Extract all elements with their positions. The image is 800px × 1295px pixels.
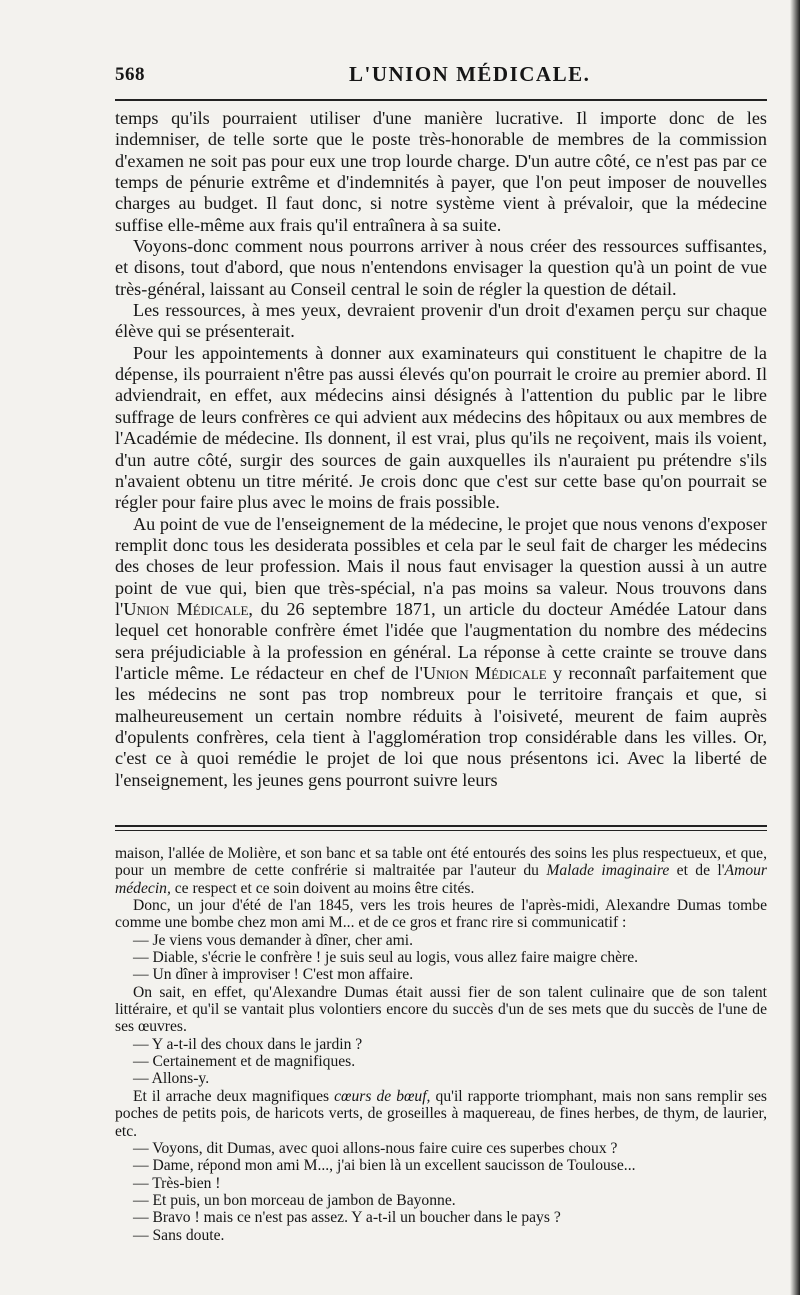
dialogue-line: — Un dîner à improviser ! C'est mon affaire. [133,966,414,984]
feuilleton-paragraph: Donc, un jour d'été de l'an 1845, vers les trois heures de l'après-midi, Alexandre Dumas tombe comme une bombe chez mon ami M... et de ce gros et franc rire si communicatif : [115,897,767,932]
feuilleton-paragraph: On sait, en effet, qu'Alexandre Dumas était aussi fier de son talent culinaire que de son talent littéraire, et qu'il se vantait plus volontiers encore du succès d'un de ses mets que du succès de l'une de ses œuvres. [115,983,767,1036]
text-run: et de l' [669,862,725,880]
feuilleton [115,845,767,1244]
dialogue-line: — Voyons, dit Dumas, avec quoi allons-nous faire cuire ces superbes choux ? [133,1139,618,1157]
paragraph: temps qu'ils pourraient utiliser d'une manière lucrative. Il importe donc de les indemniser, de telle sorte que le poste très-honorable de membres de la commission d'examen ne soit pas pour eux une trop lourde charge. D'un autre côté, ce n'est pas par ce temps de pénurie extrême et d'indemnités à payer, que l'on peut imposer de nouvelles charges au budget. Il faut donc, si notre système vient à prévaloir, que la médecine suffise elle-même aux frais qu'il entraînera à sa suite. [115,108,767,235]
dialogue-line: — Je viens vous demander à dîner, cher ami. [133,931,413,949]
book-gutter-shadow [790,0,800,1295]
dialogue-line: — Et puis, un bon morceau de jambon de Bayonne. [133,1191,456,1209]
dialogue-line: — Très-bien ! [133,1174,221,1192]
main-article [115,108,767,791]
dialogue-line: — Dame, répond mon ami M..., j'ai bien là un excellent saucisson de Toulouse... [133,1157,636,1175]
text-run: Et il arrache deux magnifiques [133,1087,335,1105]
dialogue-line: — Certainement et de magnifiques. [133,1053,356,1071]
dialogue-line: — Allons-y. [133,1070,210,1088]
text-run: qu'il rapporte triomphant, mais non sans remplir ses poches de petits pois, de haricots verts, de groseilles à maquereau, de fines herbes, de thym, de laurier, etc. [115,1087,768,1140]
italic-phrase: cœurs de bœuf, [334,1087,431,1105]
text-run: maison, l'allée de Molière, et son banc et sa table ont été entourés des soins les plus respectueux, et que, pour un membre de cette confrérie si maltraitée par l'auteur du [115,845,767,880]
dialogue-line: — Sans doute. [133,1226,225,1244]
journal-name: Union Médicale [123,598,249,619]
page-number: 568 [115,64,145,85]
work-title: Amour médecin, [115,862,767,897]
paragraph: Les ressources, à mes yeux, devraient provenir d'un droit d'examen perçu sur chaque élève qui se présenterait. [115,300,767,342]
running-header [115,62,767,92]
dialogue-line: — Y a-t-il des choux dans le jardin ? [133,1035,363,1053]
dialogue-line: — Diable, s'écrie le confrère ! je suis seul au logis, vous allez faire maigre chère. [133,949,639,967]
paragraph [115,514,767,791]
header-rule [115,99,767,101]
dialogue-line: — Bravo ! mais ce n'est pas assez. Y a-t-il un boucher dans le pays ? [133,1209,561,1227]
paragraph: Pour les appointements à donner aux examinateurs qui constituent le chapitre de la dépense, ils pourraient n'être pas aussi élevés qu'on pourrait le croire au premier abord. Il adviendrait, en effet, aux médecins ainsi désignés à l'attention du public par le libre suffrage de leurs confrères ce qui advient aux médecins des hôpitaux ou aux membres de l'Académie de médecine. Ils donnent, il est vrai, plus qu'ils ne reçoivent, mais ils voient, d'un autre côté, surgir des sources de gain auxquelles ils n'auraient pu prétendre s'ils n'avaient obtenu un titre mérité. Je crois donc que c'est sur cette base qu'on pourrait se régler pour faire plus avec le moins de frais possible. [115,342,767,513]
journal-title: L'UNION MÉDICALE. [349,62,591,86]
journal-name: Union Médicale [422,662,547,683]
work-title: Malade imaginaire [546,862,670,880]
text-run: y reconnaît parfaitement que les médecins ne sont pas trop nombreux pour le territoire français et que, si malheureusement un certain nombre réduits à l'oisiveté, meurent de faim auprès d'opulents confrères, cela tient à l'agglomération trop considérable dans les villes. Or, c'est ce à quoi remédie le projet de loi que nous présentons ici. Avec la liberté de l'enseignement, les jeunes gens pourront suivre leurs [115,662,767,790]
feuilleton-paragraph [115,1088,767,1140]
paragraph: Voyons-donc comment nous pourrons arriver à nous créer des ressources suffisantes, et disons, tout d'abord, que nous n'entendons envisager la question qu'à un point de vue très-général, laissant au Conseil central le soin de régler la question de détail. [115,236,767,299]
text-run: , du 26 septembre 1871, un article du docteur Amédée Latour dans lequel cet honorable confrère émet l'idée que l'augmentation du nombre des médecins sera préjudiciable à la profession en général. La réponse à cette crainte se trouve dans l'article même. Le rédacteur en chef de l' [115,598,767,683]
feuilleton-separator [115,825,767,831]
text-run: Au point de vue de l'enseignement de la médecine, le projet que nous venons d'exposer remplit donc tous les desiderata possibles et cela par le seul fait de charger les médecins des choses de leur profession. Mais il nous faut envisager la question aussi à un autre point de vue qui, bien que très-spécial, n'a pas moins sa valeur. Nous trouvons dans l' [115,513,767,619]
feuilleton-paragraph [115,845,767,897]
text-run: ce respect et ce soin doivent au moins être cités. [170,879,475,897]
